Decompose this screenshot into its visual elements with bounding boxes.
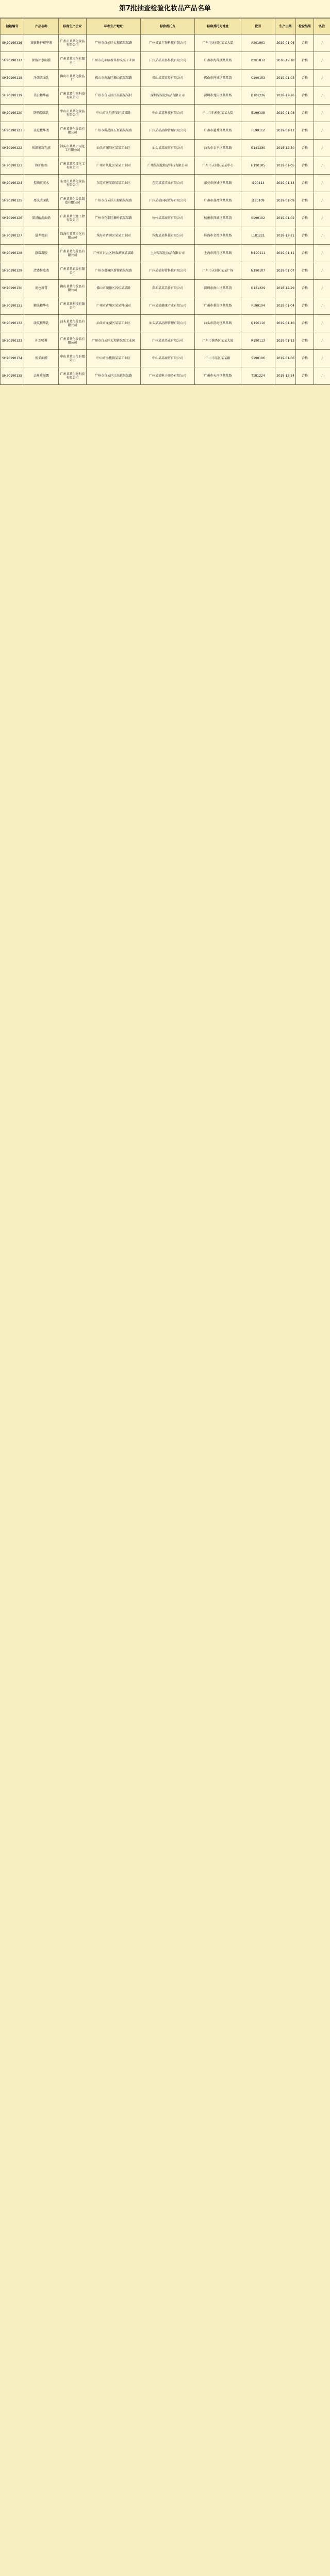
table-cell: / [314,192,330,210]
table-cell: 合格 [296,122,314,140]
table-cell: / [314,35,330,52]
table-cell: 合格 [296,140,314,157]
table-cell: SH20190129 [1,262,24,280]
table-cell: 修护眼霜 [24,157,59,175]
table-body [1,35,330,385]
table-cell: 珠海某某科技有限公司 [141,227,195,245]
table-cell: 2019-01-09 [275,192,296,210]
table-cell: 合格 [296,157,314,175]
table-cell: 上海市闵行区某某路 [195,245,241,262]
table-cell: 广州市荔湾区某某路 [195,192,241,210]
table-cell: 珠海市金湾区某某路 [195,227,241,245]
table-cell: S190106 [241,350,275,367]
table-cell: 杭州市西湖区某某街 [195,210,241,227]
table-cell: 东莞市某某化妆品有限公司 [59,175,87,192]
table-cell: 氨基酸洗面奶 [24,210,59,227]
table-row [1,70,330,87]
table-cell: 广州市越秀区某某大厦 [195,332,241,350]
table-cell: 合格 [296,350,314,367]
table-cell: / [314,122,330,140]
table-cell: K190102 [241,210,275,227]
table-cell: 佛山市顺德区容桂某某路 [87,280,141,297]
table-cell: 汕头某某化妆品有限公司 [59,315,87,332]
table-row [1,262,330,280]
table-cell: SH20190126 [1,210,24,227]
table-cell: 中山市石岐区某某大街 [195,105,241,122]
table-cell: 广州某某化妆品有限公司 [59,122,87,140]
table-cell: 2018-12-26 [275,87,296,105]
table-cell: 滋养精油 [24,227,59,245]
table-cell: 美白精华霜 [24,87,59,105]
table-row [1,192,330,210]
table-cell: 广州市番禺区某某路 [195,297,241,315]
table-cell: 广州市白云区太和镇某某路 [87,35,141,52]
table-cell: SH20190118 [1,70,24,87]
table-cell: 合格 [296,297,314,315]
table-cell: 焕采面膜 [24,350,59,367]
table-cell: 合格 [296,35,314,52]
table-cell: 佛山某某化妆品有限公司 [59,280,87,297]
table-cell: 汕头某某商贸有限公司 [141,140,195,157]
table-cell: SH20190120 [1,105,24,122]
header-cell: 标称生产企业 [59,19,87,35]
table-cell: 广州某某生物科技有限公司 [59,87,87,105]
table-cell: 嫩肤精华水 [24,297,59,315]
table-row [1,315,330,332]
table-cell: SH20190116 [1,35,24,52]
table-cell: 2018-12-29 [275,280,296,297]
table-cell: 祛痘精华液 [24,122,59,140]
table-cell: 亮肤洁面乳 [24,192,59,210]
table-cell: 广州市白云区江高镇某某村 [87,87,141,105]
table-cell: / [314,297,330,315]
table-cell: 合格 [296,105,314,122]
table-cell: 广州某某美业有限公司 [141,332,195,350]
table-cell: 汕头市某某日用化工有限公司 [59,140,87,157]
header-cell: 抽检编号 [1,19,24,35]
table-cell: 上海某某化妆品有限公司 [141,245,195,262]
table-cell: 广州某某彩妆有限公司 [59,262,87,280]
table-cell: 合格 [296,227,314,245]
table-cell: 汕头某某品牌管理有限公司 [141,315,195,332]
table-cell: 广州市越秀区某某路 [195,122,241,140]
table-cell: SH20190117 [1,52,24,70]
table-cell: I190114 [241,175,275,192]
table-cell: SH20190132 [1,315,24,332]
table-row [1,35,330,52]
table-cell: 焕颜紧致乳液 [24,140,59,157]
table-cell: 2019-01-13 [275,332,296,350]
table-cell: SH20190128 [1,245,24,262]
table-cell: SH20190134 [1,350,24,367]
table-cell: 广州某某健康产业有限公司 [141,297,195,315]
table-cell: / [314,52,330,70]
table-cell: / [314,315,330,332]
table-cell: Q190110 [241,315,275,332]
table-cell: M190111 [241,245,275,262]
table-cell: / [314,227,330,245]
table-cell: 合格 [296,175,314,192]
table-cell: 广州某某精细化工有限公司 [59,157,87,175]
table-cell: SH20190133 [1,332,24,350]
table-cell: 2018-12-18 [275,52,296,70]
table-cell: E190108 [241,105,275,122]
table-cell: 2019-01-06 [275,35,296,52]
table-cell: / [314,157,330,175]
table-cell: 广州市从化区某某工业园 [87,157,141,175]
table-cell: 去角质凝露 [24,367,59,385]
table-cell: 2018-12-30 [275,140,296,157]
table-cell: T181224 [241,367,275,385]
table-cell: / [314,245,330,262]
table-cell: / [314,175,330,192]
table-cell: 合格 [296,52,314,70]
table-row [1,87,330,105]
table-cell: 广州市天河区某某广场 [195,262,241,280]
table-cell: 广州某某化妆品有限公司 [59,332,87,350]
header-cell: 产品名称 [24,19,59,35]
table-cell: 汕头市龙湖区某某工业区 [87,315,141,332]
table-cell: 广州市天河区某某大道 [195,35,241,52]
table-cell: 蒸敏修护精华液 [24,35,59,52]
table-cell: 广州某某生物科技有限公司 [59,367,87,385]
table-cell: 广州某某品牌管理有限公司 [141,122,195,140]
table-cell: / [314,140,330,157]
table-cell: 珠海市某某日化有限公司 [59,227,87,245]
table-cell: P190104 [241,297,275,315]
table-cell: 广州某某生物科技有限公司 [141,35,195,52]
table-cell: 中山某某科技有限公司 [141,105,195,122]
table-row [1,332,330,350]
header-row [1,19,330,35]
table-cell: 2019-01-11 [275,245,296,262]
footer-space [0,385,330,390]
table-cell: L181221 [241,227,275,245]
table-cell: 合格 [296,315,314,332]
table-cell: 广州市某某化妆品有限公司 [59,35,87,52]
table-cell: 广州市白云区太和镇某某工业园 [87,332,141,350]
table-cell: 汕头市潮阳区某某工业区 [87,140,141,157]
table-cell: 合格 [296,280,314,297]
table-cell: 广州某某彩妆科技有限公司 [141,262,195,280]
table-cell: 佛山某某贸易有限公司 [141,70,195,87]
table-cell: 佛山市禅城区某某街 [195,70,241,87]
table-cell: 合格 [296,332,314,350]
table-cell: / [314,105,330,122]
table-cell: 深圳市南山区某某街 [195,280,241,297]
table-row [1,105,330,122]
table-cell: SH20190130 [1,280,24,297]
table-cell: 舒缓凝胶 [24,245,59,262]
table-cell: SH20190125 [1,192,24,210]
table-cell: 广州某某电子商务有限公司 [141,367,195,385]
table-cell: / [314,367,330,385]
table-cell: 合格 [296,262,314,280]
header-cell: 备注 [314,19,330,35]
table-cell: 广州市花都区新华街某某工业园 [87,52,141,70]
table-cell: / [314,210,330,227]
table-cell: 合格 [296,87,314,105]
table-cell: O181229 [241,280,275,297]
table-cell: 控油爽肤水 [24,175,59,192]
table-header [1,19,330,35]
table-cell: H190105 [241,157,275,175]
table-cell: A201901 [241,35,275,52]
table-row [1,157,330,175]
header-cell: 标称生产地址 [87,19,141,35]
table-row [1,210,330,227]
table-cell: SH20190122 [1,140,24,157]
table-cell: 广州某某化妆品制造有限公司 [59,192,87,210]
table-cell: SH20190124 [1,175,24,192]
table-cell: / [314,280,330,297]
table-cell: 佛山市某某化妆品厂 [59,70,87,87]
table-cell: G181230 [241,140,275,157]
table-cell: F190112 [241,122,275,140]
table-cell: 东莞某某实业有限公司 [141,175,195,192]
table-cell: 杭州某某商贸有限公司 [141,210,195,227]
table-cell: 中山市东区某某路 [195,350,241,367]
table-cell: 清透粉底液 [24,262,59,280]
table-cell: / [314,70,330,87]
table-cell: 淡纹精华乳 [24,315,59,332]
table-cell: 广州市增城区新塘镇某某路 [87,262,141,280]
table-cell: 中山某某日化有限公司 [59,350,87,367]
table-cell: 珠海市香洲区某某工业园 [87,227,141,245]
table-cell: 广州市白云区钟落潭镇某某路 [87,245,141,262]
table-row [1,175,330,192]
header-cell: 标称委托方地址 [195,19,241,35]
table-row [1,245,330,262]
table-cell: 合格 [296,245,314,262]
table-cell: 中山某某商贸有限公司 [141,350,195,367]
table-cell: 合格 [296,192,314,210]
table-row [1,350,330,367]
table-cell: D181226 [241,87,275,105]
table-cell: 防晒隔离乳 [24,105,59,122]
table-cell: SH20190123 [1,157,24,175]
table-row [1,227,330,245]
table-cell: 中山市小榄镇某某工业区 [87,350,141,367]
table-cell: 润色唇膏 [24,280,59,297]
table-row [1,140,330,157]
table-cell: / [314,332,330,350]
table-cell: 2018-12-21 [275,227,296,245]
table-cell: SH20190131 [1,297,24,315]
header-cell: 检验结果 [296,19,314,35]
table-cell: SH20190127 [1,227,24,245]
table-row [1,297,330,315]
table-cell: 广州某某国际贸易有限公司 [141,192,195,210]
table-cell: N190107 [241,262,275,280]
header-cell: 生产日期 [275,19,296,35]
table-cell: 深圳某某美妆有限公司 [141,280,195,297]
table-row [1,52,330,70]
table-cell: 汕头市金平区某某路 [195,140,241,157]
table-cell: / [314,87,330,105]
table-cell: 广州市花都区狮岭镇某某路 [87,210,141,227]
table-cell: 合格 [296,367,314,385]
table-cell: SH20190119 [1,87,24,105]
table-cell: 广州某某化妆品有限公司 [59,245,87,262]
table-cell: 合格 [296,70,314,87]
table-cell: SH20190121 [1,122,24,140]
table-row [1,122,330,140]
table-cell: 2019-01-10 [275,315,296,332]
table-cell: 2019-01-12 [275,122,296,140]
table-cell: R190113 [241,332,275,350]
table-cell: 2019-01-08 [275,105,296,122]
table-cell: 广州市黄埔区某某科技园 [87,297,141,315]
table-cell: 深圳市龙岗区某某路 [195,87,241,105]
header-cell: 批号 [241,19,275,35]
table-cell: 广州市白云区江高镇某某路 [87,367,141,385]
table-cell: 广州市天河区某某路 [195,367,241,385]
table-row [1,367,330,385]
table-cell: 东莞市南城区某某路 [195,175,241,192]
table-cell: 2019-01-05 [275,157,296,175]
table-cell: / [314,262,330,280]
table-cell: 汕头市澄海区某某路 [195,315,241,332]
table-cell: 补水喷雾 [24,332,59,350]
table-cell: 2019-01-06 [275,350,296,367]
table-cell: 2019-01-03 [275,70,296,87]
table-cell: 保湿补水面膜 [24,52,59,70]
table-row [1,280,330,297]
table-cell: 广州市白云区人和镇某某路 [87,192,141,210]
table-cell: 广州某某美容科技有限公司 [141,52,195,70]
table-cell: 广州某某化妆品科技有限公司 [141,157,195,175]
table-cell: 深圳某某化妆品有限公司 [141,87,195,105]
table-cell: 广州某某科技有限公司 [59,297,87,315]
table-cell: 中山市某某化妆品有限公司 [59,105,87,122]
inspection-table [0,18,330,385]
document-title: 第7批抽查检验化妆品产品名单 [0,0,330,18]
table-cell: 2019-01-04 [275,297,296,315]
table-cell: 中山市火炬开发区某某路 [87,105,141,122]
table-cell: 2019-01-07 [275,262,296,280]
table-cell: 广州某某日化有限公司 [59,52,87,70]
table-cell: B201812 [241,52,275,70]
table-cell: 东莞市塘厦镇某某工业区 [87,175,141,192]
table-cell: 合格 [296,210,314,227]
table-cell: 广州某某生物工程有限公司 [59,210,87,227]
table-cell: 2018-12-24 [275,367,296,385]
table-cell: / [314,350,330,367]
table-cell: 净颜洁面乳 [24,70,59,87]
table-cell: 广州市天河区某某中心 [195,157,241,175]
table-cell: J190109 [241,192,275,210]
table-cell: SH20190135 [1,367,24,385]
table-cell: 广州市海珠区某某路 [195,52,241,70]
header-cell: 标称委托方 [141,19,195,35]
table-cell: 佛山市南海区狮山镇某某路 [87,70,141,87]
table-cell: 广州市番禺区石基镇某某路 [87,122,141,140]
table-cell: 2019-01-02 [275,210,296,227]
table-cell: 2019-01-14 [275,175,296,192]
table-cell: C190103 [241,70,275,87]
